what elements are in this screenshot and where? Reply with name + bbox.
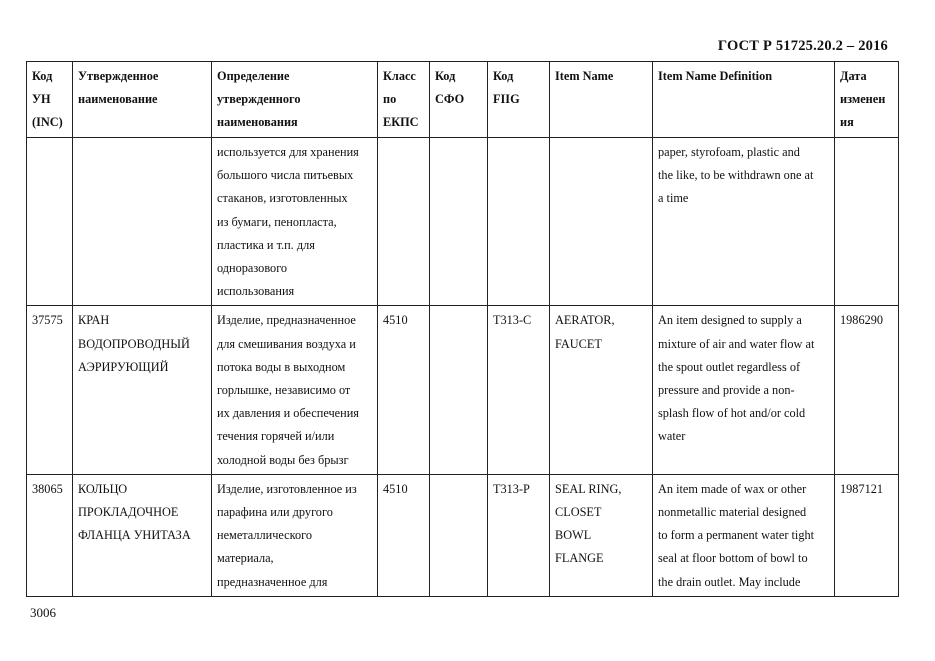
table-row bbox=[27, 306, 899, 474]
page-number: 3006 bbox=[30, 605, 56, 620]
table-header-row bbox=[27, 62, 899, 138]
table-row bbox=[27, 138, 899, 306]
cell-sfo bbox=[430, 306, 488, 474]
cell-definition: используется для хранения большого числа питьевых стаканов, изготовленных из бумаги, пенопласта, пластика и т.п. для одноразового использования bbox=[212, 138, 378, 306]
cell-item-name: SEAL RING, CLOSET BOWL FLANGE bbox=[550, 474, 653, 596]
column-header-item-name-definition: Item Name Definition bbox=[653, 62, 835, 138]
cell-date: 1987121 bbox=[835, 474, 899, 596]
column-header-class: Класс по ЕКПС bbox=[378, 62, 430, 138]
cell-definition: Изделие, изготовленное из парафина или другого неметаллического материала, предназначенное для bbox=[212, 474, 378, 596]
column-header-inc: Код УН (INC) bbox=[27, 62, 73, 138]
cell-approved-name bbox=[73, 138, 212, 306]
cell-class: 4510 bbox=[378, 474, 430, 596]
cell-item-name-definition: paper, styrofoam, plastic and the like, to be withdrawn one at a time bbox=[653, 138, 835, 306]
cell-class: 4510 bbox=[378, 306, 430, 474]
column-header-date: Дата изменен ия bbox=[835, 62, 899, 138]
cell-item-name-definition: An item designed to supply a mixture of air and water flow at the spout outlet regardless of pressure and provide a non- splash flow of hot and/or cold water bbox=[653, 306, 835, 474]
table-row bbox=[27, 474, 899, 596]
spec-table bbox=[26, 61, 899, 597]
cell-inc: 38065 bbox=[27, 474, 73, 596]
column-header-item-name: Item Name bbox=[550, 62, 653, 138]
cell-fiig bbox=[488, 138, 550, 306]
cell-approved-name: КОЛЬЦО ПРОКЛАДОЧНОЕ ФЛАНЦА УНИТАЗА bbox=[73, 474, 212, 596]
column-header-definition: Определение утвержденного наименования bbox=[212, 62, 378, 138]
cell-date bbox=[835, 138, 899, 306]
cell-item-name-definition: An item made of wax or other nonmetallic material designed to form a permanent water tight seal at floor bottom of bowl to the drain outlet. May include bbox=[653, 474, 835, 596]
cell-fiig: T313-C bbox=[488, 306, 550, 474]
column-header-sfo: Код СФО bbox=[430, 62, 488, 138]
cell-inc bbox=[27, 138, 73, 306]
cell-sfo bbox=[430, 474, 488, 596]
cell-item-name: AERATOR, FAUCET bbox=[550, 306, 653, 474]
cell-class bbox=[378, 138, 430, 306]
document-standard-header: ГОСТ Р 51725.20.2 – 2016 bbox=[717, 38, 888, 54]
column-header-approved-name: Утвержденное наименование bbox=[73, 62, 212, 138]
cell-definition: Изделие, предназначенное для смешивания воздуха и потока воды в выходном горлышке, независимо от их давления и обеспечения течения горячей и/или холодной воды без брызг bbox=[212, 306, 378, 474]
column-header-fiig: Код FIIG bbox=[488, 62, 550, 138]
cell-item-name bbox=[550, 138, 653, 306]
cell-approved-name: КРАН ВОДОПРОВОДНЫЙ АЭРИРУЮЩИЙ bbox=[73, 306, 212, 474]
cell-fiig: T313-P bbox=[488, 474, 550, 596]
cell-date: 1986290 bbox=[835, 306, 899, 474]
cell-inc: 37575 bbox=[27, 306, 73, 474]
cell-sfo bbox=[430, 138, 488, 306]
